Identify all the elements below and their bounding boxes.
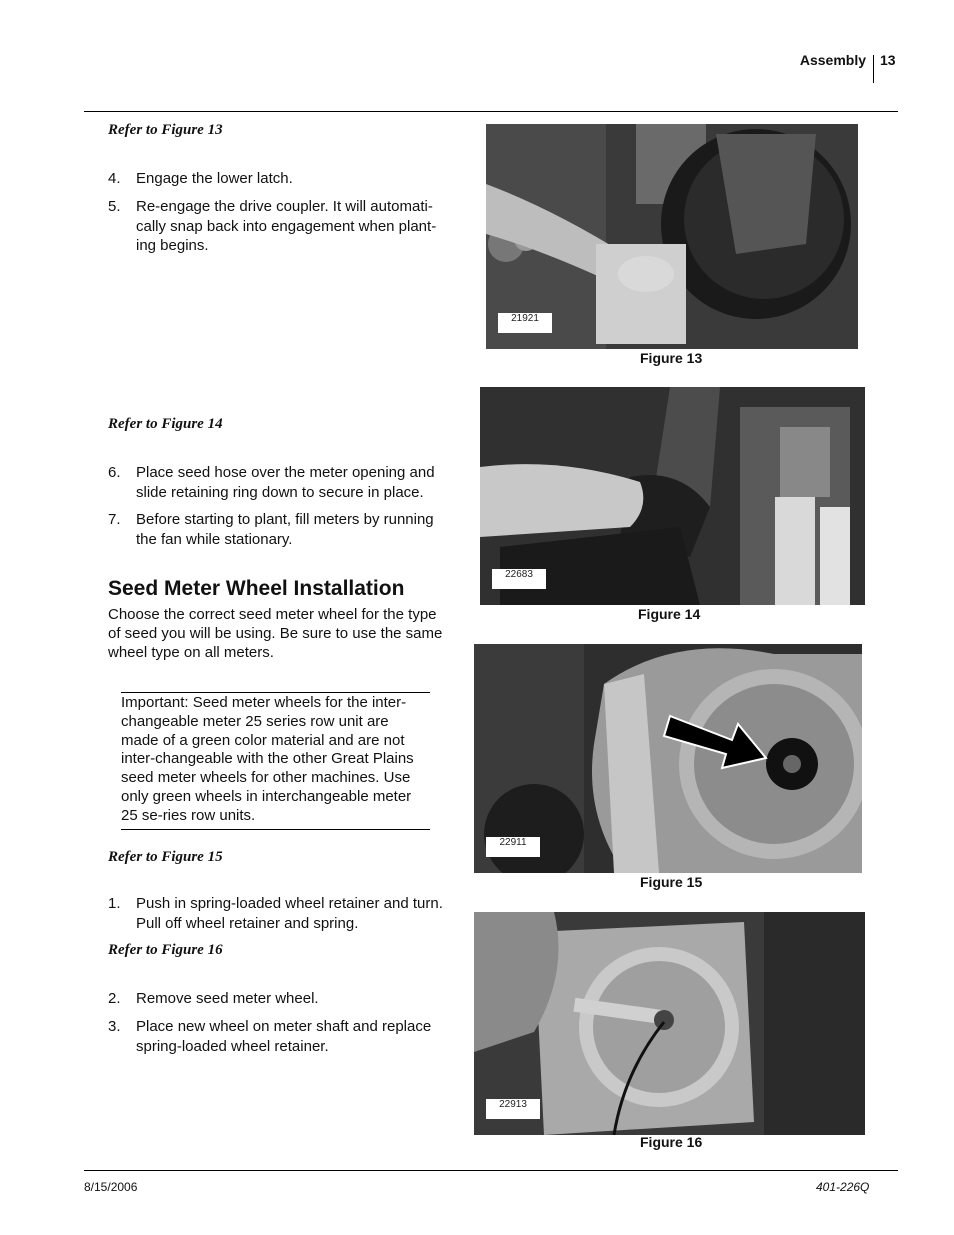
header-rule bbox=[84, 111, 898, 112]
step-number: 7. bbox=[108, 511, 121, 528]
step-1 bbox=[108, 894, 448, 934]
figure-16-caption: Figure 16 bbox=[640, 1134, 703, 1150]
step-number: 1. bbox=[108, 895, 121, 912]
figure-16-photo bbox=[474, 912, 865, 1135]
refer-figure-13: Refer to Figure 13 bbox=[108, 122, 223, 138]
footer-date: 8/15/2006 bbox=[84, 1180, 138, 1194]
step-text: Place seed hose over the meter opening and slide retaining ring down to secure in place. bbox=[136, 464, 435, 501]
step-text: Push in spring-loaded wheel retainer and turn. Pull off wheel retainer and spring. bbox=[136, 895, 443, 932]
footer-doc-number: 401-226Q bbox=[816, 1180, 870, 1194]
figure-15-id-label: 22911 bbox=[486, 837, 540, 857]
step-number: 2. bbox=[108, 990, 121, 1007]
figure-14-caption: Figure 14 bbox=[638, 606, 701, 622]
step-text: Place new wheel on meter shaft and replace spring-loaded wheel retainer. bbox=[136, 1018, 432, 1055]
step-3 bbox=[108, 1017, 448, 1057]
step-5 bbox=[108, 197, 448, 257]
step-7 bbox=[108, 510, 448, 550]
refer-figure-15: Refer to Figure 15 bbox=[108, 849, 223, 865]
header-section-title: Assembly bbox=[799, 52, 866, 68]
step-4 bbox=[108, 169, 448, 189]
page-number: 13 bbox=[880, 52, 896, 68]
step-number: 5. bbox=[108, 198, 121, 215]
step-number: 3. bbox=[108, 1018, 121, 1035]
figure-14-id-label: 22683 bbox=[492, 569, 546, 589]
step-text: Before starting to plant, fill meters by running the fan while stationary. bbox=[136, 511, 434, 548]
figure-13-id-label: 21921 bbox=[498, 313, 552, 333]
footer-rule bbox=[84, 1170, 898, 1171]
header-divider bbox=[873, 55, 874, 83]
step-text: Engage the lower latch. bbox=[136, 170, 293, 187]
step-number: 4. bbox=[108, 170, 121, 187]
step-2 bbox=[108, 989, 448, 1009]
figure-15-photo bbox=[474, 644, 862, 873]
figure-14-photo bbox=[480, 387, 865, 605]
figure-15-caption: Figure 15 bbox=[640, 874, 703, 890]
refer-figure-16: Refer to Figure 16 bbox=[108, 942, 223, 958]
figure-13-caption: Figure 13 bbox=[640, 350, 703, 366]
intro-paragraph: Choose the correct seed meter wheel for the type of seed you will be using. Be sure to use the same wheel type on all meters. bbox=[108, 606, 443, 661]
figure-16-id-label: 22913 bbox=[486, 1099, 540, 1119]
important-note: Important: Seed meter wheels for the inter-changeable meter 25 series row unit are made of a green color material and are not inter-changeable with the other Great Plains seed meter wheels for other machines. Use only green wheels in interchangeable meter 25 se-ries row units. bbox=[121, 692, 430, 830]
section-heading: Seed Meter Wheel Installation bbox=[108, 577, 405, 600]
step-6 bbox=[108, 463, 448, 503]
step-text: Remove seed meter wheel. bbox=[136, 990, 319, 1007]
refer-figure-14: Refer to Figure 14 bbox=[108, 416, 223, 432]
figure-13-photo bbox=[486, 124, 858, 349]
step-text: Re-engage the drive coupler. It will automati-cally snap back into engagement when plant-ing begins. bbox=[136, 198, 437, 254]
step-number: 6. bbox=[108, 464, 121, 481]
